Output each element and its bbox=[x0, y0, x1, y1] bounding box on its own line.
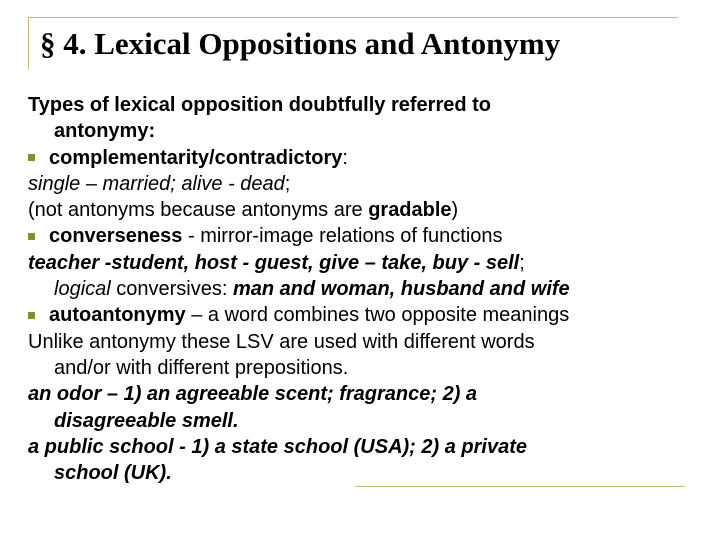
frame-line-top bbox=[28, 17, 678, 18]
gradable-term: gradable bbox=[368, 199, 452, 222]
example-text: teacher -student, host - guest, give – take, buy - sell bbox=[28, 251, 520, 274]
unlike-line-2: and/or with different prepositions. bbox=[54, 356, 349, 379]
logical-conversives: logical conversives: man and woman, husband and wife bbox=[54, 278, 570, 301]
unlike-line-1: Unlike antonymy these LSV are used with different words bbox=[28, 330, 535, 353]
note-not-antonyms: (not antonyms because antonyms are gradable) bbox=[28, 199, 459, 222]
bullet-autoantonymy: autoantonymy – a word combines two opposite meanings bbox=[28, 302, 708, 328]
example-converseness: teacher -student, host - guest, give – take, buy - sell; bbox=[28, 251, 525, 274]
slide-body bbox=[28, 92, 708, 486]
example-school-2: school (UK). bbox=[54, 462, 172, 485]
slide-title: § 4. Lexical Oppositions and Antonymy bbox=[40, 26, 561, 61]
bullet-complementarity: complementarity/contradictory: bbox=[28, 145, 708, 171]
square-bullet-icon bbox=[28, 233, 35, 240]
example-school-1: a public school - 1) a state school (USA); 2) a private bbox=[28, 435, 527, 458]
frame-line-left bbox=[28, 17, 29, 69]
term-complementarity: complementarity/contradictory bbox=[49, 146, 343, 169]
square-bullet-icon bbox=[28, 312, 35, 319]
square-bullet-icon bbox=[28, 154, 35, 161]
bullet-converseness: converseness - mirror-image relations of functions bbox=[28, 223, 708, 249]
term-autoantonymy: autoantonymy bbox=[49, 304, 186, 327]
term-converseness: converseness bbox=[49, 225, 183, 248]
intro-line-2: antonymy: bbox=[54, 120, 156, 143]
example-odor-1: an odor – 1) an agreeable scent; fragrance; 2) a bbox=[28, 383, 478, 406]
intro-line-1: Types of lexical opposition doubtfully referred to bbox=[28, 94, 492, 116]
example-odor-2: disagreeable smell. bbox=[54, 409, 239, 432]
example-complementarity: single – married; alive - dead; bbox=[28, 172, 291, 195]
example-text: single – married; alive - dead bbox=[28, 172, 285, 195]
